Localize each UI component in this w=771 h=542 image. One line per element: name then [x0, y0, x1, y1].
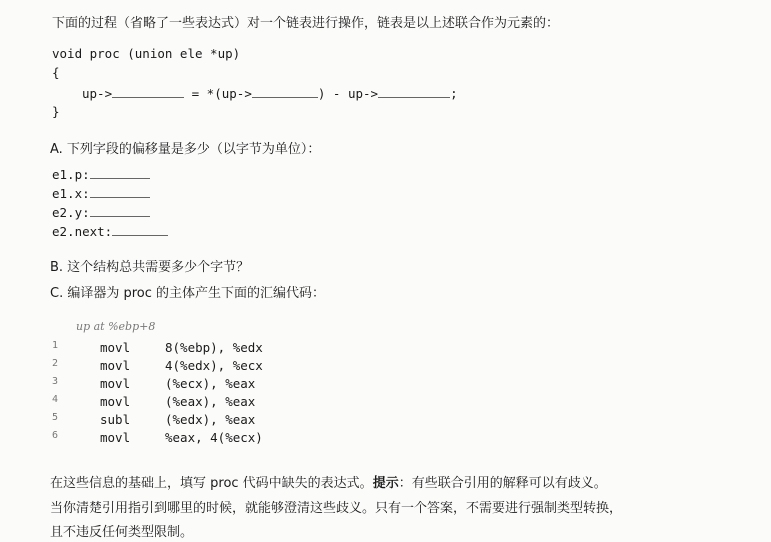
proc-close-brace: } — [52, 104, 60, 119]
line-number: 6 — [52, 430, 59, 441]
asm-line — [0, 340, 771, 360]
line-number: 2 — [52, 358, 59, 369]
proc-signature: void proc (union ele *up) — [52, 46, 241, 61]
answer-blank — [112, 226, 168, 236]
asm-line — [0, 358, 771, 378]
asm-op: movl — [100, 340, 131, 355]
answer-blank — [378, 88, 450, 98]
field-offset-e1x — [52, 186, 150, 201]
answer-blank — [90, 188, 150, 198]
proc-body — [82, 86, 458, 101]
field-label: e1.x: — [52, 186, 90, 201]
line-number: 4 — [52, 394, 59, 405]
asm-args: 8(%ebp), %edx — [165, 340, 263, 355]
answer-blank — [112, 88, 184, 98]
closing-line-2: 当你清楚引用指引到哪里的时候，就能够澄清这些歧义。只有一个答案，不需要进行强制类型转换， — [50, 501, 623, 516]
answer-blank — [90, 207, 150, 217]
proc-body-part: ; — [450, 86, 458, 101]
closing-text: 在这些信息的基础上，填写 proc 代码中缺失的表达式。 — [50, 476, 373, 491]
asm-op: movl — [100, 358, 131, 373]
asm-op: movl — [100, 394, 131, 409]
asm-line — [0, 394, 771, 414]
asm-args: 4(%edx), %ecx — [165, 358, 263, 373]
field-label: e2.y: — [52, 205, 90, 220]
asm-op: subl — [100, 412, 131, 427]
asm-args: (%edx), %eax — [165, 412, 256, 427]
field-offset-e2y — [52, 205, 150, 220]
field-offset-e1p — [52, 167, 150, 182]
hint-label: 提示 — [372, 476, 399, 491]
asm-line — [0, 412, 771, 432]
asm-args: (%ecx), %eax — [165, 376, 256, 391]
field-offset-e2next — [52, 224, 168, 239]
field-label: e2.next: — [52, 224, 113, 239]
proc-body-part: = *(up-> — [184, 86, 252, 101]
asm-op: movl — [100, 430, 131, 445]
intro-text: 下面的过程（省略了一些表达式）对一个链表进行操作，链表是以上述联合作为元素的： — [52, 16, 560, 31]
asm-line — [0, 376, 771, 396]
line-number: 1 — [52, 340, 59, 351]
part-c-question: C. 编译器为 proc 的主体产生下面的汇编代码： — [50, 286, 326, 301]
part-a-question: A. 下列字段的偏移量是多少（以字节为单位）： — [50, 142, 321, 157]
closing-text: ：有些联合引用的解释可以有歧义。 — [398, 476, 607, 491]
field-label: e1.p: — [52, 167, 90, 182]
closing-line-3: 且不违反任何类型限制。 — [50, 525, 194, 540]
asm-comment: up at %ebp+8 — [76, 320, 156, 333]
line-number: 5 — [52, 412, 59, 423]
asm-args: %eax, 4(%ecx) — [165, 430, 263, 445]
proc-body-part: ) - up-> — [317, 86, 379, 101]
asm-op: movl — [100, 376, 131, 391]
closing-line-1 — [50, 472, 607, 491]
answer-blank — [252, 88, 318, 98]
proc-open-brace: { — [52, 65, 60, 80]
proc-body-part: up-> — [82, 86, 113, 101]
asm-line — [0, 430, 771, 450]
answer-blank — [90, 169, 150, 179]
line-number: 3 — [52, 376, 59, 387]
asm-args: (%eax), %eax — [165, 394, 256, 409]
part-b-question: B. 这个结构总共需要多少个字节？ — [50, 260, 250, 275]
